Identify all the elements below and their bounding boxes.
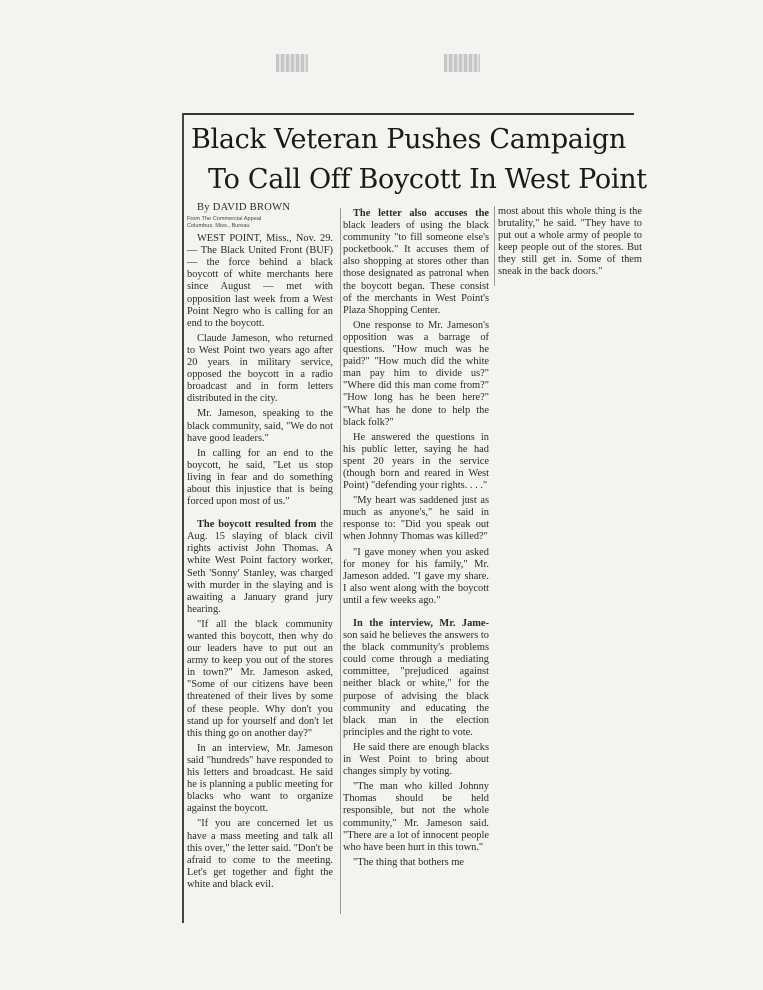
paragraph [187,519,333,616]
paragraph [343,208,489,317]
paragraph: most about this whole thing is the brutality," he said. "They have to put out a whole army of people to keep people out of the stores. But they still get in. Some of them sneak in the back doors." [498,206,642,278]
paragraph: "The thing that bothers me [353,856,465,868]
paragraph: In an interview, Mr. Jameson said "hundreds" have responded to his letters and broadcast. He said he is planning a public meeting for blacks who want to organize against the boycott. [187,742,333,815]
paragraph [343,618,489,739]
left-rule [182,113,184,923]
source-line-2: Columbus, Miss., Bureau [187,222,250,229]
paragraph: One response to Mr. Jameson's opposition was a barrage of questions. "How much was he paid?" "How much did the white man pay him to divide us?" "Where did this man come from?" "How long has he been here?" "What has he done to help the black folk?" [343,319,489,428]
column-2 [343,208,489,872]
headline-line-1: Black Veteran Pushes Campaign [191,124,627,155]
column-3 [498,206,642,282]
column-divider [340,208,341,914]
paragraph: WEST POINT, Miss., Nov. 29. — The Black United Front (BUF) — the force behind a black boycott of white merchants here since August — met with opposition last week from a West Point Negro who is calling for an end to the boycott. [187,233,333,329]
paragraph: "If all the black community wanted this boycott, then why do our leaders have to put out an army to keep you out of the stores in town?" Mr. Jameson asked, "Some of our citizens have been threatened of their lives by some of these people. Why don't you stand up for yourself and don't let this thing go on another day?" [187,618,333,739]
source-line-1: From The Commercial Appeal [187,216,262,223]
paragraph: Mr. Jameson, speaking to the black community, said, "We do not have good leaders." [187,408,333,444]
subhead-lead: The boycott resulted from [197,519,317,531]
paragraph: "The man who killed Johnny Thomas should be held responsible, but not the whole community," Mr. Jameson said. "There are a lot of innocent people who have been hurt in this town." [343,781,489,853]
paragraph-text: the Aug. 15 slaying of black civil rights activist John Thomas. A white West Point factory worker, Seth 'Sonny' Stanley, was charged with murder in the slaying and is awaiting a January grand jury hearing. [187,519,333,615]
subhead-lead: The letter also accuses the [353,208,489,219]
headline-line-2: To Call Off Boycott In West Point [208,164,647,195]
scan-mark-right [444,54,480,72]
paragraph: Claude Jameson, who returned to West Point two years ago after 20 years in military service, opposed the boycott in a radio broadcast and in form letters distributed in the city. [187,332,333,405]
paragraph-text: black leaders of using the black community "to fill someone else's pocketbook." It accuses them of also shopping at stores other than those designated as patronal when the boycott began. These consist of the merchants in West Point's Plaza Shopping Center. [343,220,489,316]
paragraph: "My heart was saddened just as much as anyone's," he said in response to: "Did you speak out when Johnny Thomas was killed?" [343,495,489,543]
column-divider [494,206,495,286]
byline: By DAVID BROWN [197,202,291,213]
subhead-lead: In the interview, Mr. Jame- [353,618,489,629]
paragraph: He answered the questions in his public letter, saying he had spent 20 years in the service (though born and reared in West Point) "defending your rights. . . ." [343,431,489,492]
source-line [187,216,333,229]
scan-mark-left [276,54,308,72]
paragraph: "If you are concerned let us have a mass meeting and talk all this over," the letter said. "Don't be afraid to come to the meeting. Let's get together and fight the white and black evil. [187,818,333,890]
paragraph: He said there are enough blacks in West Point to bring about changes simply by voting. [343,741,489,778]
paragraph-text: son said he believes the answers to the black community's problems could come through a mediating committee, "prejudiced against neither black or white," for the purpose of advising the black community and educating the black man in the election principles and the right to vote. [343,630,489,738]
top-rule [182,113,634,115]
column-1 [187,202,333,894]
paragraph: "I gave money when you asked for money for his family," Mr. Jameson added. "I gave my share. I also went along with the boycott until a few weeks ago." [343,546,489,606]
paragraph: In calling for an end to the boycott, he said, "Let us stop living in fear and do something about this injustice that is being forced upon most of us." [187,447,333,508]
headline [186,120,656,200]
